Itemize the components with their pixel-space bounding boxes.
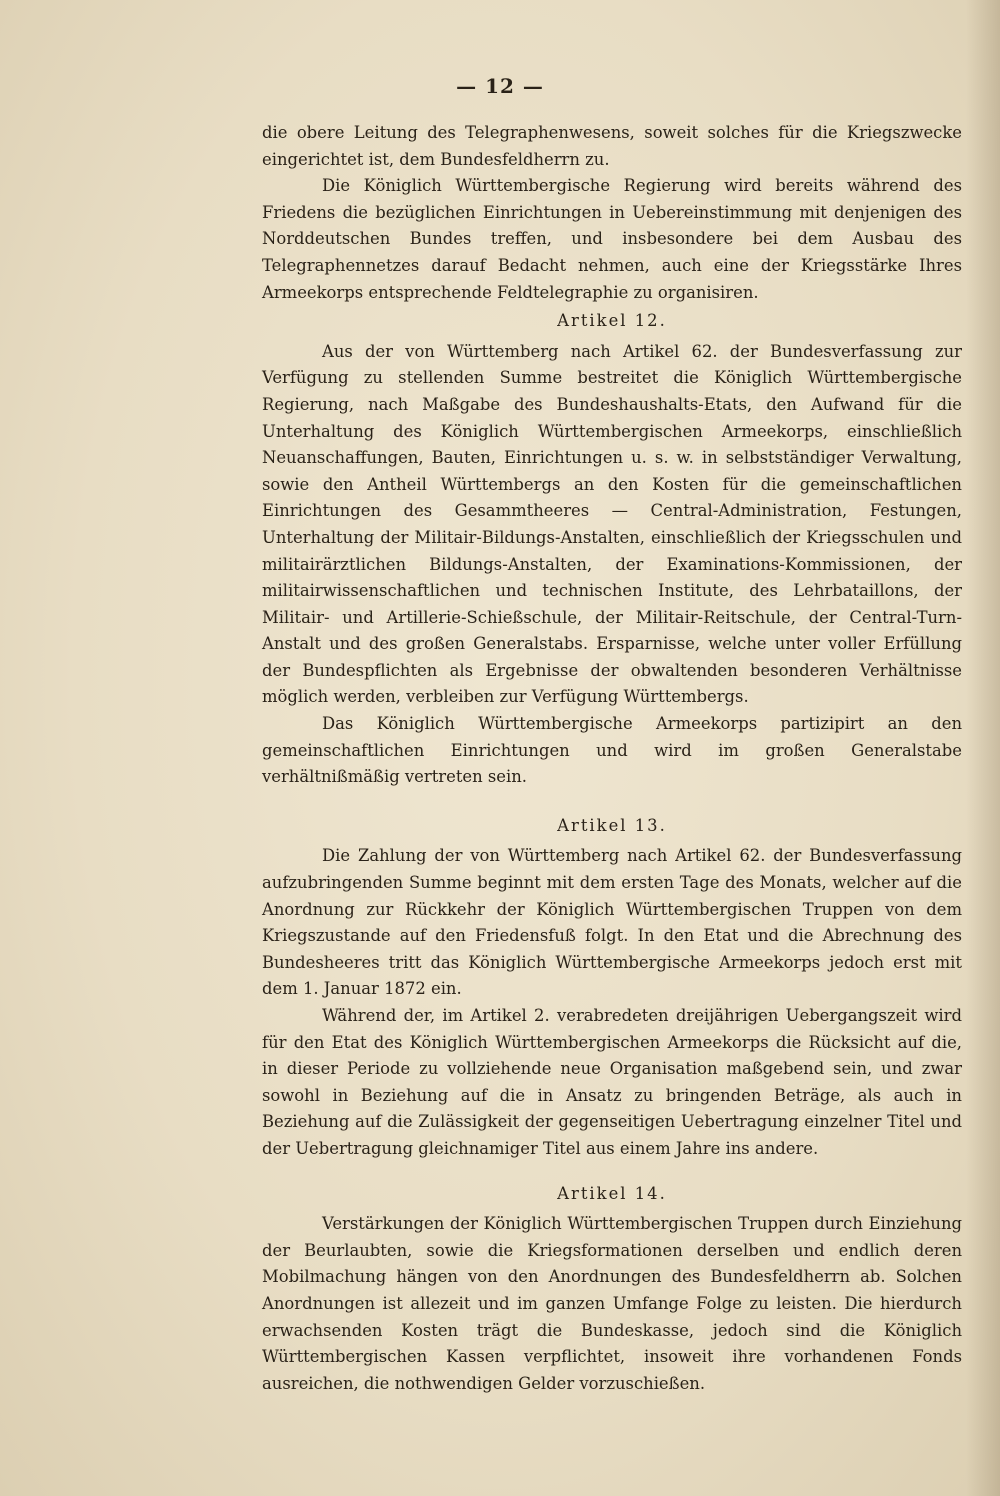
document-body <box>262 120 962 1397</box>
paragraph: Während der, im Artikel 2. verabredeten dreijährigen Uebergangszeit wird für den Etat des Königlich Württembergischen Armeekorps die Rücksicht auf die, in dieser Periode zu vollziehende neue Organisation maßgebend sein, und zwar sowohl in Beziehung auf die in Ansatz zu bringenden Beträge, als auch in Beziehung auf die Zulässigkeit der gegenseitigen Uebertragung einzelner Titel und der Uebertragung gleichnamiger Titel aus einem Jahre ins andere. <box>262 1006 962 1158</box>
paragraph: Verstärkungen der Königlich Württembergischen Truppen durch Einziehung der Beurlaubten, sowie die Kriegsformationen derselben und endlich deren Mobilmachung hängen von den Anordnungen des Bundesfeldherrn ab. Solchen Anordnungen ist allezeit und im ganzen Umfange Folge zu leisten. Die hierdurch erwachsenden Kosten trägt die Bundeskasse, jedoch sind die Königlich Württembergischen Kassen verpflichtet, insoweit ihre vorhandenen Fonds ausreichen, die nothwendigen Gelder vorzuschießen. <box>262 1214 962 1393</box>
article-heading-13: Artikel 13. <box>557 815 667 835</box>
paragraph: Das Königlich Württembergische Armeekorps partizipirt an den gemeinschaftlichen Einrichtungen und wird im großen Generalstabe verhältnißmäßig vertreten sein. <box>262 714 962 787</box>
article-heading-12: Artikel 12. <box>557 311 667 331</box>
paragraph: die obere Leitung des Telegraphenwesens, soweit solches für die Kriegszwecke eingerichtet ist, dem Bundesfeldherrn zu. <box>262 123 962 169</box>
paragraph: Aus der von Württemberg nach Artikel 62. der Bundesverfassung zur Verfügung zu stellenden Summe bestreitet die Königlich Württembergische Regierung, nach Maßgabe des Bundeshaushalts-Etats, den Aufwand für die Unterhaltung des Königlich Württembergischen Armeekorps, einschließlich Neuanschaffungen, Bauten, Einrichtungen u. s. w. in selbstständiger Verwaltung, sowie den Antheil Württembergs an den Kosten für die gemeinschaftlichen Einrichtungen des Gesammtheeres — Central-Administration, Festungen, Unterhaltung der Militair-Bildungs-Anstalten, einschließlich der Kriegsschulen und militairärztlichen Bildungs-Anstalten, der Examinations-Kommissionen, der militairwissenschaftlichen und technischen Institute, des Lehrbataillons, der Militair- und Artillerie-Schießschule, der Militair-Reitschule, der Central-Turn-Anstalt und des großen Generalstabs. Ersparnisse, welche unter voller Erfüllung der Bundespflichten als Ergebnisse der obwaltenden besonderen Verhältnisse möglich werden, verbleiben zur Verfügung Württembergs. <box>262 341 962 707</box>
paragraph: Die Zahlung der von Württemberg nach Artikel 62. der Bundesverfassung aufzubringenden Summe beginnt mit dem ersten Tage des Monats, welcher auf die Anordnung zur Rückkehr der Königlich Württembergischen Truppen von dem Kriegszustande auf den Friedensfuß folgt. In den Etat und die Abrechnung des Bundesheeres tritt das Königlich Württembergische Armeekorps jedoch erst mit dem 1. Januar 1872 ein. <box>262 846 962 999</box>
article-heading-14: Artikel 14. <box>557 1183 667 1203</box>
paragraph: Die Königlich Württembergische Regierung wird bereits während des Friedens die bezüglichen Einrichtungen in Uebereinstimmung mit denjenigen des Norddeutschen Bundes treffen, und insbesondere bei dem Ausbau des Telegraphennetzes darauf Bedacht nehmen, auch eine der Kriegsstärke Ihres Armeekorps entsprechende Feldtelegraphie zu organisiren. <box>262 176 962 302</box>
page-number: — 12 — <box>456 74 544 98</box>
